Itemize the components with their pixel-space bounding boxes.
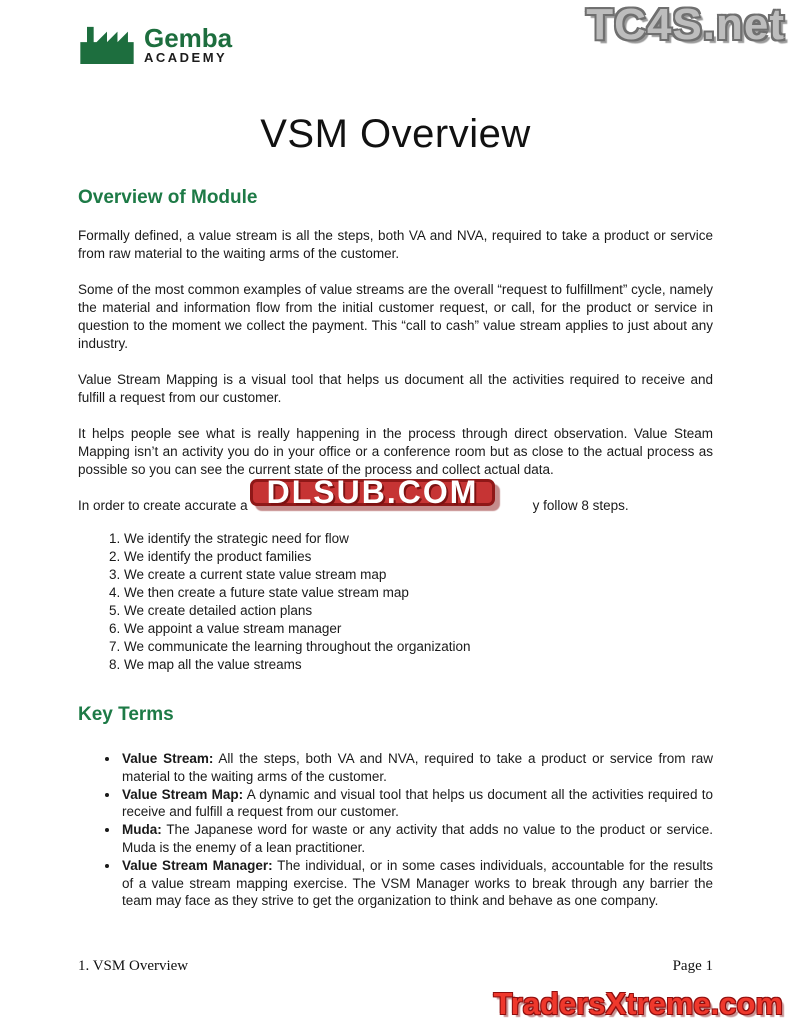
partial-text-left: In order to create accurate a [78,498,248,513]
term-label: Value Stream: [122,751,214,766]
paragraph-direct-observation: It helps people see what is really happening in the process through direct observation. Value Steam Mapping isn’t an activity you do in your office or a conference room but as close to the actual process as possible so you can see the current state of the process and collect actual data. [78,426,713,477]
key-term-value-stream-manager [120,857,713,910]
step-item-3: 3. We create a current state value stream map [124,566,713,584]
section-heading-key-terms: Key Terms [78,704,174,725]
eight-steps-list [78,530,713,674]
footer-page-number: Page 1 [672,958,713,974]
logo-text-academy: ACADEMY [144,49,228,65]
term-label: Muda: [122,822,162,838]
gemba-academy-logo [78,20,278,70]
partial-text-right: y follow 8 steps. [532,498,629,513]
paragraph-common-examples: Some of the most common examples of value streams are the overall “request to fulfillment” cycle, namely the material and information flow from the initial customer request, or call, for the product or service in question to the moment we collect the payment. This “call to cash” value stream applies to just about any industry. [78,282,713,351]
watermark-dlsub: DLSUB.COM [250,479,496,506]
watermark-gap [248,474,533,510]
term-definition: The Japanese word for waste or any activity that adds no value to the product or service. Muda is the enemy of a lean practitioner. [122,822,713,855]
step-item-8: 8. We map all the value streams [124,656,713,674]
key-term-value-stream [120,750,713,786]
key-term-value-stream-map [120,786,713,822]
key-terms-list [78,750,713,910]
document-title: VSM Overview [260,112,531,156]
term-definition: The individual, or in some cases individuals, accountable for the results of a value stream mapping exercise. The VSM Manager works to break through any barrier the team may face as they strive to get the organization to think and behave as one company. [122,857,714,909]
step-item-6: 6. We appoint a value stream manager [124,620,713,638]
page-footer [78,958,713,975]
footer-document-label: 1. VSM Overview [78,958,189,974]
paragraph-eight-steps-partial [78,474,713,515]
step-item-4: 4. We then create a future state value stream map [124,584,713,602]
watermark-tradersxtreme: TradersXtreme.com [493,986,783,1021]
term-label: Value Stream Manager: [122,857,273,873]
term-definition: All the steps, both VA and NVA, required to take a product or service from raw material to the waiting arms of the customer. [122,751,714,784]
step-item-7: 7. We communicate the learning throughout the organization [124,638,713,656]
term-definition: A dynamic and visual tool that helps us document all the activities required to receive and fulfill a request from our customer. [122,786,714,820]
term-label: Value Stream Map: [122,786,244,802]
paragraph-value-stream-definition: Formally defined, a value stream is all the steps, both VA and NVA, required to take a product or service from raw material to the waiting arms of the customer. [78,228,713,261]
key-term-muda [120,821,713,857]
step-item-1: 1. We identify the strategic need for flow [124,530,713,548]
step-item-5: 5. We create detailed action plans [124,602,713,620]
step-item-2: 2. We identify the product families [124,548,713,566]
logo-text-gemba: Gemba [144,22,233,53]
logo-text [144,22,233,65]
factory-icon [78,25,136,65]
section-heading-overview-of-module: Overview of Module [78,187,258,208]
watermark-tc4s: TC4S.net [586,0,785,49]
paragraph-vsm-visual-tool: Value Stream Mapping is a visual tool that helps us document all the activities required to receive and fulfill a request from our customer. [78,372,713,405]
